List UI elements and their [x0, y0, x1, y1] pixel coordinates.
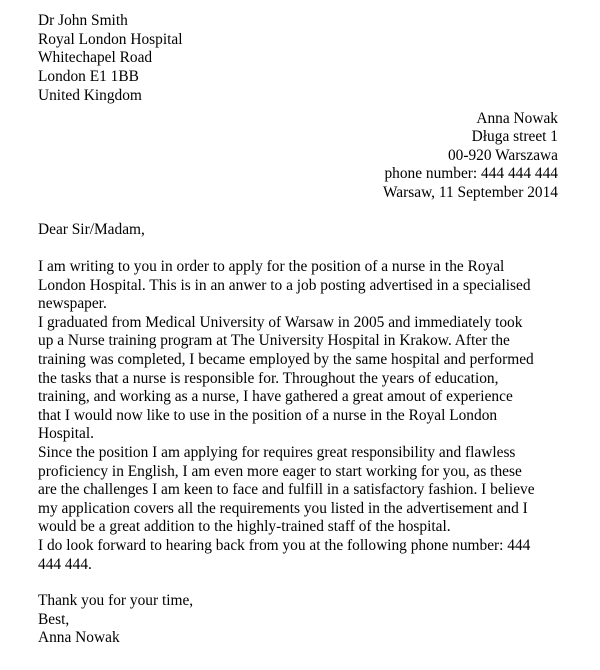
body-paragraph [38, 444, 560, 537]
letter [38, 12, 560, 648]
sender-street: Długa street 1 [471, 128, 558, 146]
recipient-organization: Royal London Hospital [38, 30, 183, 48]
body-line: I graduated from Medical University of Warsaw in 2005 and immediately took [38, 313, 523, 331]
body-line: 444 444. [38, 555, 92, 573]
salutation [38, 221, 560, 240]
body-line: I do look forward to hearing back from you at the following phone number: 444 [38, 536, 531, 554]
recipient-address [38, 12, 560, 106]
body-line: my application covers all the requirements you listed in the advertisement and I [38, 499, 528, 517]
sender-name: Anna Nowak [476, 109, 558, 127]
closing-thanks: Thank you for your time, [38, 592, 194, 610]
sender-phone: phone number: 444 444 444 [384, 165, 558, 183]
sender-city: 00-920 Warszawa [447, 146, 558, 164]
sender-address [38, 110, 560, 203]
body-line: are the challenges I am keen to face and fulfill in a satisfactory fashion. I believe [38, 481, 535, 499]
body-line: Since the position I am applying for requires great responsibility and flawless [38, 444, 516, 462]
letter-date: Warsaw, 11 September 2014 [383, 183, 558, 201]
body-line: London Hospital. This is in an anwer to a job posting advertised in a specialised [38, 276, 531, 294]
body-line: I am writing to you in order to apply for the position of a nurse in the Royal [38, 258, 505, 276]
body-line: up a Nurse training program at The University Hospital in Krakow. After the [38, 332, 510, 350]
letter-closing [38, 592, 560, 648]
body-line: would be a great addition to the highly-trained staff of the hospital. [38, 518, 451, 536]
body-line: Hospital. [38, 425, 95, 443]
closing-signature-name: Anna Nowak [38, 629, 120, 647]
body-line: the tasks that a nurse is responsible for. Throughout the years of education, [38, 369, 499, 387]
recipient-street: Whitechapel Road [38, 49, 153, 67]
body-line: training, and working as a nurse, I have gathered a great amout of experience [38, 388, 513, 406]
salutation-text: Dear Sir/Madam, [38, 221, 145, 239]
closing-valediction: Best, [38, 610, 70, 628]
letter-body [38, 258, 560, 574]
recipient-name: Dr John Smith [38, 12, 128, 29]
body-paragraph [38, 314, 560, 444]
body-paragraph [38, 258, 560, 314]
body-line: newspaper. [38, 295, 107, 313]
recipient-country: United Kingdom [38, 86, 142, 104]
body-paragraph [38, 537, 560, 574]
body-line: training was completed, I became employed by the same hospital and performed [38, 351, 534, 369]
body-line: that I would now like to use in the position of a nurse in the Royal London [38, 406, 498, 424]
body-line: proficiency in English, I am even more eager to start working for you, as these [38, 462, 522, 480]
recipient-city: London E1 1BB [38, 68, 139, 86]
